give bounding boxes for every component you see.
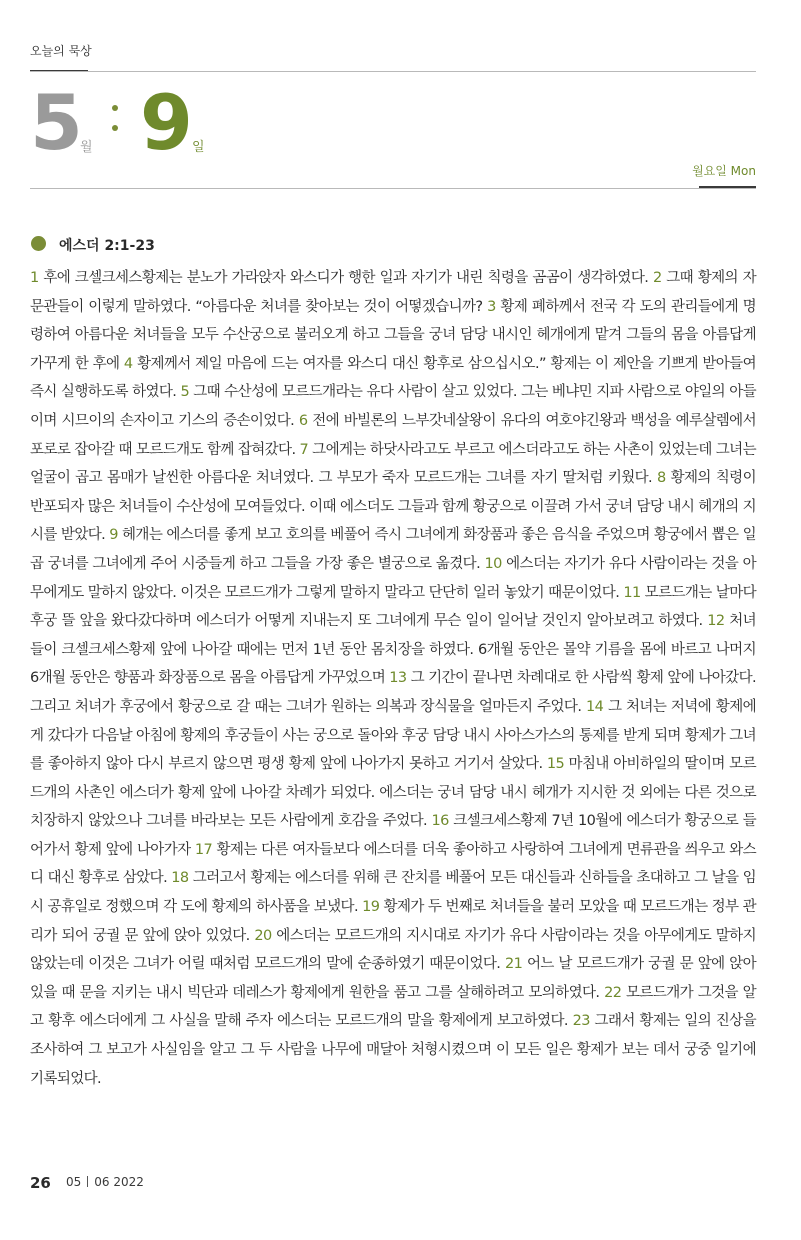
verse-text: 황제 폐하께서 전국 각 도의 관리들에게 명령하여 아름다운 처녀들을 모두 수산궁으로 불러오게 하고 그들을 궁녀 담당 내시인 헤개에게 맡겨 그들의 몸을 아름답게 가꾸게 한 후에	[30, 298, 756, 372]
verse-text: 모르드개가 그것을 알고 황후 에스더에게 그 사실을 말해 주자 에스더는 모르드개의 말을 황제에게 보고하였다.	[30, 984, 756, 1030]
verse-text: 모르드개는 날마다 후궁 뜰 앞을 왔다갔다하며 에스더가 어떻게 지내는지 또 그녀에게 무슨 일이 일어날 것인지 알아보려고 하였다.	[30, 584, 757, 630]
verse-text: 황제의 칙령이 반포되자 많은 처녀들이 수산성에 모여들었다. 이때 에스더도 그들과 함께 황궁으로 이끌려 가서 궁녀 담당 내시 헤개의 지시를 받았다.	[30, 470, 756, 544]
verse-number: 19	[362, 899, 380, 916]
date-day: 9	[140, 78, 191, 167]
date-month: 5	[30, 78, 81, 167]
issue-month: 05	[66, 1175, 82, 1189]
verse-text: 처녀들이 크셀크세스황제 앞에 나아갈 때에는 먼저 1년 동안 몸치장을 하였다. 6개월 동안은 몰약 기름을 몸에 바르고 나머지 6개월 동안은 향품과 화장품으로 몸을 아름답게 가꾸었으며	[30, 613, 757, 687]
verse-text: 마침내 아비하일의 딸이며 모르드개의 사촌인 에스더가 황제 앞에 나아갈 차례가 되었다. 에스더는 궁녀 담당 내시 헤개가 지시한 것 외에는 다른 것으로 치장하지 않았으나 그녀를 바라보는 모든 사람에게 호감을 주었다.	[30, 756, 756, 830]
verse-number: 7	[299, 441, 309, 458]
header-divider	[30, 188, 756, 189]
verse-text: 에스더는 모르드개의 지시대로 자기가 유다 사람이라는 것을 아무에게도 말하지 않았는데 이것은 그녀가 어릴 때처럼 모르드개의 말에 순종하였기 때문이었다.	[30, 927, 756, 973]
verse-number: 3	[487, 298, 496, 315]
verse-number: 9	[109, 527, 118, 544]
verse-text: 그에게는 하닷사라고도 부르고 에스더라고도 하는 사촌이 있었는데 그녀는 얼굴이 곱고 몸매가 날씬한 아름다운 처녀였다. 그 부모가 죽자 모르드개는 그녀를 자기 딸처럼 키웠다.	[30, 441, 756, 487]
section-label: 오늘의 묵상	[30, 44, 92, 58]
verse-text: 헤개는 에스더를 좋게 보고 호의를 베풀어 즉시 그녀에게 화장품과 좋은 음식을 주었으며 황궁에서 뽑은 일곱 궁녀를 그녀에게 주어 시중들게 하고 그들을 가장 좋은 별궁으로 옮겼다.	[30, 527, 756, 572]
issue-date: 06 2022	[94, 1175, 144, 1189]
weekday-label: 월요일 Mon	[692, 164, 756, 178]
verse-text: 그 기간이 끝나면 차례대로 한 사람씩 황제 앞에 나아갔다. 그리고 처녀가 후궁에서 황궁으로 갈 때는 그녀가 원하는 의복과 장식물을 얼마든지 주었다.	[30, 670, 756, 715]
verse-number: 18	[171, 870, 189, 887]
verse-number: 11	[623, 584, 641, 601]
passage-bullet-icon	[31, 236, 46, 251]
verse-number: 23	[572, 1013, 590, 1030]
date-colon	[112, 97, 120, 137]
verse-number: 16	[431, 813, 449, 830]
date-month-unit: 월	[80, 140, 93, 155]
verse-text: 그때 수산성에 모르드개라는 유다 사람이 살고 있었다. 그는 베냐민 지파 사람으로 야일의 아들이며 시므이의 손자이고 기스의 증손이었다.	[30, 384, 757, 429]
verse-text: 황제께서 제일 마음에 드는 여자를 와스디 대신 황후로 삼으십시오.” 황제는 이 제안을 기쁘게 받아들여 즉시 실행하도록 하였다.	[30, 355, 756, 401]
verse-text: 그때 황제의 자문관들이 이렇게 말하였다. “아름다운 처녀를 찾아보는 것이 어떻겠습니까?	[30, 270, 757, 315]
verse-number: 8	[657, 470, 666, 487]
top-divider	[30, 71, 756, 72]
issue-separator	[87, 1176, 88, 1187]
verse-number: 4	[123, 355, 133, 372]
verse-text: 그 처녀는 저녁에 황제에게 갔다가 다음날 아침에 황제의 후궁들이 사는 궁으로 돌아와 후궁 담당 내시 사아스가스의 통제를 받게 되며 황제가 그녀를 좋아하지 않아 다시 부르지 않으면 평생 황제 앞에 나아가지 못하고 거기서 살았다.	[30, 698, 757, 773]
verse-text: 그러고서 황제는 에스더를 위해 큰 잔치를 베풀어 모든 대신들과 신하들을 초대하고 그 날을 임시 공휴일로 정했으며 각 도에 황제의 하사품을 보냈다.	[30, 870, 757, 916]
passage-reference: 에스더 2:1-23	[59, 238, 155, 254]
verse-number: 17	[194, 841, 213, 858]
verse-number: 13	[389, 670, 407, 687]
verse-number: 6	[298, 412, 308, 429]
verse-text: 그래서 황제는 일의 진상을 조사하여 그 보고가 사실임을 알고 그 두 사람을 나무에 매달아 처형시켰으며 이 모든 일은 황제가 보는 데서 궁중 일기에 기록되었다.	[30, 1013, 757, 1087]
verse-number: 2	[652, 270, 662, 286]
date-day-unit: 일	[192, 140, 205, 155]
verse-number: 5	[180, 384, 190, 401]
verse-text: 어느 날 모르드개가 궁궐 문 앞에 앉아 있을 때 문을 지키는 내시 빅단과 데레스가 황제에게 원한을 품고 그를 살해하려고 모의하였다.	[30, 956, 757, 1001]
issue-info	[66, 1175, 144, 1189]
verse-text: 전에 바빌론의 느부갓네살왕이 유다의 여호야긴왕과 백성을 예루살렘에서 포로로 잡아갈 때 모르드개도 함께 잡혀갔다.	[30, 412, 756, 458]
verse-text: 에스더는 자기가 유다 사람이라는 것을 아무에게도 말하지 않았다. 이것은 모르드개가 그렇게 말하지 말라고 단단히 일러 놓았기 때문이었다.	[30, 555, 756, 601]
verse-number: 12	[707, 613, 725, 630]
verse-text: 크셀크세스황제 7년 10월에 에스더가 황궁으로 들어가서 황제 앞에 나아가자	[30, 813, 756, 858]
verse-number: 10	[484, 555, 502, 572]
verse-number: 1	[30, 270, 39, 286]
verse-text: 황제가 두 번째로 처녀들을 불러 모았을 때 모르드개는 정부 관리가 되어 궁궐 문 앞에 앉아 있었다.	[30, 899, 757, 944]
verse-number: 22	[604, 984, 622, 1001]
verse-number: 14	[586, 698, 604, 715]
verse-number: 15	[546, 756, 565, 773]
verse-text: 후에 크셀크세스황제는 분노가 가라앉자 와스디가 행한 일과 자기가 내린 칙령을 곰곰이 생각하였다.	[43, 270, 649, 286]
verse-text: 황제는 다른 여자들보다 에스더를 더욱 좋아하고 사랑하여 그녀에게 면류관을 씌우고 와스디 대신 황후로 삼았다.	[30, 841, 757, 887]
verse-number: 20	[254, 927, 272, 944]
page-number: 26	[30, 1174, 51, 1192]
verse-number: 21	[505, 956, 523, 973]
scripture-body	[30, 264, 756, 1093]
